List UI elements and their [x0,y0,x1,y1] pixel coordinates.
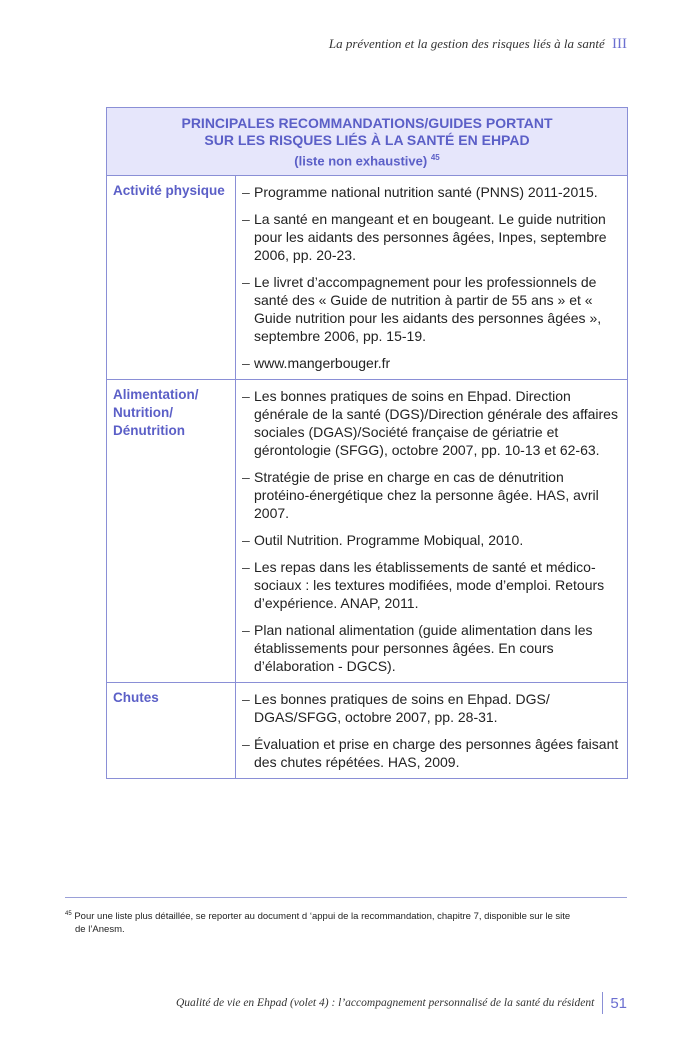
items-cell [236,176,628,380]
recommendations-table [106,107,628,779]
list-item: – Les repas dans les établissements de santé et médico-sociaux : les textures modifiées, mode d’emploi. Retours d’expérience. ANAP, 2011. [242,558,621,612]
category-cell: Activité physique [107,176,236,380]
footnote-ref: 45 [430,153,440,162]
table-title-row [107,108,628,176]
items-cell [236,380,628,683]
footnote [65,908,633,936]
items-cell [236,683,628,779]
table-subtitle [115,149,619,169]
running-title: La prévention et la gestion des risques liés à la santé [328,36,605,51]
page-number: 51 [610,994,627,1012]
footnote-divider [65,897,627,898]
table-title [107,108,628,176]
footer-title: Qualité de vie en Ehpad (volet 4) : l’accompagnement personnalisé de la santé du résident [175,997,595,1009]
table-row [107,380,628,683]
table-row [107,683,628,779]
footnote-text-continued: de l’Anesm. [75,924,125,936]
running-header [329,36,627,53]
list-item: – Évaluation et prise en charge des personnes âgées faisant des chutes répétées. HAS, 2009. [242,735,621,771]
recommendation-list [242,183,621,372]
chapter-number: III [612,36,627,52]
list-item: – Programme national nutrition santé (PNNS) 2011-2015. [242,183,621,201]
footnote-line [65,908,633,923]
footnote-number: 45 [65,911,72,917]
table-row [107,176,628,380]
table-subtitle-text: (liste non exhaustive) [294,153,428,169]
recommendation-list [242,690,621,771]
page-footer [176,992,627,1014]
list-item: – La santé en mangeant et en bougeant. Le guide nutrition pour les aidants des personnes âgées, Inpes, septembre 2006, pp. 20-23. [242,210,621,264]
list-item: – Les bonnes pratiques de soins en Ehpad. Direction générale de la santé (DGS)/Direction générale des affaires sociales (DGAS)/Société française de gériatrie et gérontologie (SFGG), octobre 2007, pp. 10-13 et 62-63. [242,387,621,459]
category-cell: Alimentation/ Nutrition/ Dénutrition [107,380,236,683]
table-title-line: PRINCIPALES RECOMMANDATIONS/GUIDES PORTANT [181,115,553,131]
list-item: – Les bonnes pratiques de soins en Ehpad. DGS/ DGAS/SFGG, octobre 2007, pp. 28-31. [242,690,621,726]
footer-divider [602,992,603,1014]
list-item: – Plan national alimentation (guide alimentation dans les établissements pour personnes âgées. En cours d’élaboration - DGCS). [242,621,621,675]
list-item: – www.mangerbouger.fr [242,354,621,372]
category-cell: Chutes [107,683,236,779]
list-item: – Le livret d’accompagnement pour les professionnels de santé des « Guide de nutrition à partir de 55 ans » et « Guide nutrition pour les aidants des personnes âgées », septembre 2006, pp. 15-19. [242,273,621,345]
footnote-text: Pour une liste plus détaillée, se reporter au document d ‘appui de la recommandation, chapitre 7, disponible sur le site [74,911,571,923]
recommendation-list [242,387,621,675]
list-item: – Stratégie de prise en charge en cas de dénutrition protéino-énergétique chez la personne âgée. HAS, avril 2007. [242,468,621,522]
table-title-line: SUR LES RISQUES LIÉS À LA SANTÉ EN EHPAD [204,132,530,148]
list-item: – Outil Nutrition. Programme Mobiqual, 2010. [242,531,621,549]
